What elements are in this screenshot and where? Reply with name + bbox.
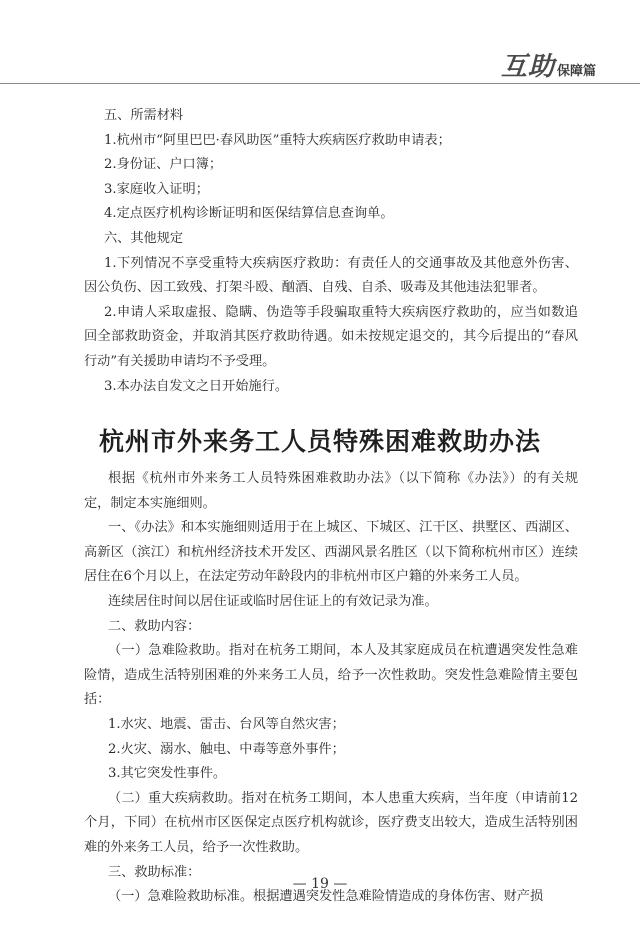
article-title: 杭州市外来务工人员特殊困难救助办法 [98,427,541,456]
header-brand [501,46,596,83]
body-paragraph: （一）急难险救助标准。根据遭遇突发性急难险情造成的身体伤害、财产损 [108,889,544,905]
page-header [0,36,640,86]
list-item: 1.杭州市“阿里巴巴·春风助医”重特大疾病医疗救助申请表； [104,132,451,148]
list-item: 3.其它突发性事件。 [108,766,227,782]
body-paragraph: 连续居住时间以居住证或临时居住证上的有效记录为准。 [108,593,438,609]
heading-materials: 五、所需材料 [104,108,184,123]
article-body [84,467,578,910]
brand-subtitle: 保障篇 [556,64,596,79]
list-item: 3.家庭收入证明； [104,181,209,197]
rule-paragraph: 3.本办法自发文之日开始施行。 [104,378,289,394]
heading-other-rules: 六、其他规定 [104,230,184,246]
body-heading: 三、救助标准： [108,864,201,880]
rule-paragraph: 2.申请人采取虚报、隐瞒、伪造等手段骗取重特大疾病医疗救助的，应当如数追回全部救助资金，并取消其医疗救助待遇。如未按规定退交的，其今后提出的“春风行动”有关援助申请均不予受理。 [84,304,578,369]
list-item: 2.身份证、户口簿； [104,157,223,173]
list-item: 2.火灾、溺水、触电、中毒等意外事件； [108,741,345,757]
body-paragraph: （一）急难险救助。指对在杭务工期间，本人及其家庭成员在杭遭遇突发性急难险情，造成生活特别困难的外来务工人员，给予一次性救助。突发性急难险情主要包括： [84,643,578,708]
body-paragraph: 一、《办法》和本实施细则适用于在上城区、下城区、江干区、拱墅区、西湖区、高新区（滨江）和杭州经济技术开发区、西湖风景名胜区（以下简称杭州市区）连续居住在6个月以上，在法定劳动年龄段内的非杭州市区户籍的外来务工人员。 [84,520,578,585]
list-item: 4.定点医疗机构诊断证明和医保结算信息查询单。 [104,206,394,222]
body-heading: 二、救助内容： [108,618,201,634]
brand-logo-text: 互助 [500,52,555,82]
list-item: 1.水灾、地震、雷击、台风等自然灾害； [108,716,345,732]
top-section [84,104,578,399]
header-divider [0,83,640,84]
page-number: — 19 — [292,876,348,892]
body-paragraph: 根据《杭州市外来务工人员特殊困难救助办法》（以下简称《办法》）的有关规定，制定本实施细则。 [84,471,578,511]
rule-paragraph: 1.下列情况不享受重特大疾病医疗救助：有责任人的交通事故及其他意外伤害、因公负伤、因工致残、打架斗殴、酗酒、自残、自杀、吸毒及其他违法犯罪者。 [84,255,578,296]
body-paragraph: （二）重大疾病救助。指对在杭务工期间，本人患重大疾病，当年度（申请前12个月，下同）在杭州市区医保定点医疗机构就诊，医疗费支出较大，造成生活特别困难的外来务工人员，给予一次性救助。 [84,790,578,855]
